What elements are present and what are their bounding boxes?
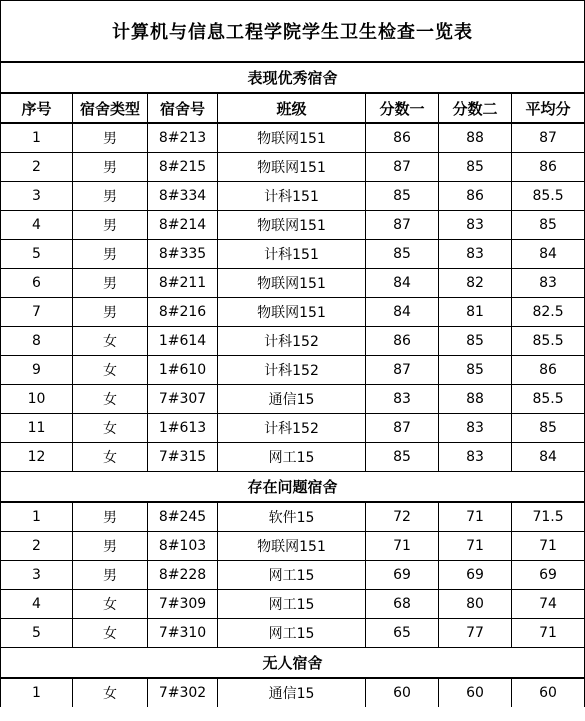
score-two-cell: 82 — [439, 269, 512, 298]
score-one-cell: 72 — [366, 502, 439, 532]
score-two-cell: 83 — [439, 414, 512, 443]
section-row — [1, 62, 585, 93]
dorm-type-cell: 女 — [73, 414, 148, 443]
column-header-serial-number: 序号 — [1, 93, 73, 123]
dorm-number-cell: 8#335 — [148, 240, 218, 269]
score-one-cell: 60 — [366, 678, 439, 707]
score-one-cell: 71 — [366, 532, 439, 561]
column-header-average-score: 平均分 — [512, 93, 585, 123]
dorm-number-cell: 8#245 — [148, 502, 218, 532]
class-name-cell: 网工15 — [218, 619, 366, 648]
score-two-cell: 88 — [439, 123, 512, 153]
serial-number-cell: 12 — [1, 443, 73, 472]
dorm-type-cell: 男 — [73, 532, 148, 561]
dorm-number-cell: 7#315 — [148, 443, 218, 472]
column-header-dorm-type: 宿舍类型 — [73, 93, 148, 123]
score-one-cell: 87 — [366, 356, 439, 385]
score-one-cell: 87 — [366, 414, 439, 443]
average-score-cell: 74 — [512, 590, 585, 619]
class-name-cell: 网工15 — [218, 561, 366, 590]
dorm-type-cell: 男 — [73, 240, 148, 269]
score-one-cell: 84 — [366, 298, 439, 327]
serial-number-cell: 1 — [1, 502, 73, 532]
table-row — [1, 298, 585, 327]
column-header-score-two: 分数二 — [439, 93, 512, 123]
score-one-cell: 65 — [366, 619, 439, 648]
table-row — [1, 502, 585, 532]
score-two-cell: 77 — [439, 619, 512, 648]
serial-number-cell: 6 — [1, 269, 73, 298]
dorm-number-cell: 8#214 — [148, 211, 218, 240]
score-one-cell: 83 — [366, 385, 439, 414]
dorm-type-cell: 男 — [73, 561, 148, 590]
score-two-cell: 88 — [439, 385, 512, 414]
average-score-cell: 86 — [512, 153, 585, 182]
serial-number-cell: 11 — [1, 414, 73, 443]
score-one-cell: 87 — [366, 153, 439, 182]
page-title: 计算机与信息工程学院学生卫生检查一览表 — [1, 1, 585, 63]
section-row — [1, 472, 585, 503]
dorm-number-cell: 8#216 — [148, 298, 218, 327]
dorm-number-cell: 8#334 — [148, 182, 218, 211]
average-score-cell: 71 — [512, 619, 585, 648]
dorm-number-cell: 8#213 — [148, 123, 218, 153]
section-row — [1, 648, 585, 679]
score-one-cell: 84 — [366, 269, 439, 298]
dorm-type-cell: 男 — [73, 153, 148, 182]
dorm-number-cell: 1#613 — [148, 414, 218, 443]
score-two-cell: 83 — [439, 211, 512, 240]
table-row — [1, 240, 585, 269]
dorm-type-cell: 男 — [73, 182, 148, 211]
score-two-cell: 71 — [439, 532, 512, 561]
average-score-cell: 85 — [512, 211, 585, 240]
table-row — [1, 153, 585, 182]
score-two-cell: 81 — [439, 298, 512, 327]
score-two-cell: 85 — [439, 327, 512, 356]
average-score-cell: 85.5 — [512, 385, 585, 414]
column-header-dorm-number: 宿舍号 — [148, 93, 218, 123]
section-title: 表现优秀宿舍 — [1, 62, 585, 93]
average-score-cell: 71 — [512, 532, 585, 561]
score-two-cell: 85 — [439, 356, 512, 385]
class-name-cell: 计科152 — [218, 414, 366, 443]
class-name-cell: 物联网151 — [218, 298, 366, 327]
column-header-score-one: 分数一 — [366, 93, 439, 123]
class-name-cell: 计科152 — [218, 327, 366, 356]
class-name-cell: 通信15 — [218, 678, 366, 707]
average-score-cell: 69 — [512, 561, 585, 590]
score-two-cell: 60 — [439, 678, 512, 707]
score-one-cell: 69 — [366, 561, 439, 590]
average-score-cell: 85.5 — [512, 327, 585, 356]
serial-number-cell: 9 — [1, 356, 73, 385]
serial-number-cell: 2 — [1, 153, 73, 182]
score-one-cell: 68 — [366, 590, 439, 619]
class-name-cell: 物联网151 — [218, 153, 366, 182]
serial-number-cell: 7 — [1, 298, 73, 327]
class-name-cell: 物联网151 — [218, 269, 366, 298]
dorm-number-cell: 8#215 — [148, 153, 218, 182]
score-one-cell: 85 — [366, 443, 439, 472]
column-header-class-name: 班级 — [218, 93, 366, 123]
average-score-cell: 71.5 — [512, 502, 585, 532]
score-two-cell: 80 — [439, 590, 512, 619]
dorm-type-cell: 女 — [73, 678, 148, 707]
serial-number-cell: 4 — [1, 211, 73, 240]
class-name-cell: 计科151 — [218, 182, 366, 211]
serial-number-cell: 8 — [1, 327, 73, 356]
section-title: 无人宿舍 — [1, 648, 585, 679]
average-score-cell: 86 — [512, 356, 585, 385]
serial-number-cell: 5 — [1, 619, 73, 648]
score-one-cell: 85 — [366, 240, 439, 269]
dorm-number-cell: 7#310 — [148, 619, 218, 648]
average-score-cell: 85.5 — [512, 182, 585, 211]
score-one-cell: 87 — [366, 211, 439, 240]
table-row — [1, 269, 585, 298]
score-two-cell: 83 — [439, 443, 512, 472]
table-row — [1, 443, 585, 472]
table-row — [1, 532, 585, 561]
class-name-cell: 计科152 — [218, 356, 366, 385]
score-two-cell: 71 — [439, 502, 512, 532]
dorm-type-cell: 男 — [73, 123, 148, 153]
dorm-number-cell: 7#309 — [148, 590, 218, 619]
table-row — [1, 619, 585, 648]
average-score-cell: 84 — [512, 240, 585, 269]
dorm-number-cell: 8#103 — [148, 532, 218, 561]
class-name-cell: 计科151 — [218, 240, 366, 269]
dorm-type-cell: 男 — [73, 502, 148, 532]
dorm-number-cell: 7#302 — [148, 678, 218, 707]
table-row — [1, 182, 585, 211]
average-score-cell: 87 — [512, 123, 585, 153]
score-two-cell: 83 — [439, 240, 512, 269]
serial-number-cell: 10 — [1, 385, 73, 414]
serial-number-cell: 2 — [1, 532, 73, 561]
dorm-number-cell: 7#307 — [148, 385, 218, 414]
table-row — [1, 414, 585, 443]
table-row — [1, 590, 585, 619]
class-name-cell: 网工15 — [218, 590, 366, 619]
score-two-cell: 85 — [439, 153, 512, 182]
class-name-cell: 通信15 — [218, 385, 366, 414]
score-one-cell: 86 — [366, 327, 439, 356]
dorm-type-cell: 女 — [73, 385, 148, 414]
dorm-type-cell: 女 — [73, 327, 148, 356]
score-two-cell: 86 — [439, 182, 512, 211]
average-score-cell: 84 — [512, 443, 585, 472]
class-name-cell: 物联网151 — [218, 532, 366, 561]
dorm-number-cell: 8#211 — [148, 269, 218, 298]
dorm-type-cell: 男 — [73, 211, 148, 240]
dorm-type-cell: 女 — [73, 590, 148, 619]
table-row — [1, 211, 585, 240]
dorm-type-cell: 男 — [73, 269, 148, 298]
class-name-cell: 物联网151 — [218, 211, 366, 240]
class-name-cell: 网工15 — [218, 443, 366, 472]
dorm-number-cell: 8#228 — [148, 561, 218, 590]
dorm-type-cell: 女 — [73, 619, 148, 648]
dorm-type-cell: 女 — [73, 356, 148, 385]
dorm-number-cell: 1#610 — [148, 356, 218, 385]
serial-number-cell: 1 — [1, 678, 73, 707]
serial-number-cell: 3 — [1, 561, 73, 590]
table-row — [1, 385, 585, 414]
header-row — [1, 93, 585, 123]
score-one-cell: 86 — [366, 123, 439, 153]
serial-number-cell: 5 — [1, 240, 73, 269]
average-score-cell: 60 — [512, 678, 585, 707]
table-body — [1, 1, 585, 708]
table-row — [1, 327, 585, 356]
average-score-cell: 83 — [512, 269, 585, 298]
table-row — [1, 123, 585, 153]
section-title: 存在问题宿舍 — [1, 472, 585, 503]
class-name-cell: 软件15 — [218, 502, 366, 532]
serial-number-cell: 3 — [1, 182, 73, 211]
score-two-cell: 69 — [439, 561, 512, 590]
average-score-cell: 82.5 — [512, 298, 585, 327]
serial-number-cell: 4 — [1, 590, 73, 619]
class-name-cell: 物联网151 — [218, 123, 366, 153]
table-row — [1, 561, 585, 590]
table-row — [1, 678, 585, 707]
table-row — [1, 356, 585, 385]
dorm-type-cell: 男 — [73, 298, 148, 327]
serial-number-cell: 1 — [1, 123, 73, 153]
dorm-number-cell: 1#614 — [148, 327, 218, 356]
average-score-cell: 85 — [512, 414, 585, 443]
score-one-cell: 85 — [366, 182, 439, 211]
dorm-type-cell: 女 — [73, 443, 148, 472]
